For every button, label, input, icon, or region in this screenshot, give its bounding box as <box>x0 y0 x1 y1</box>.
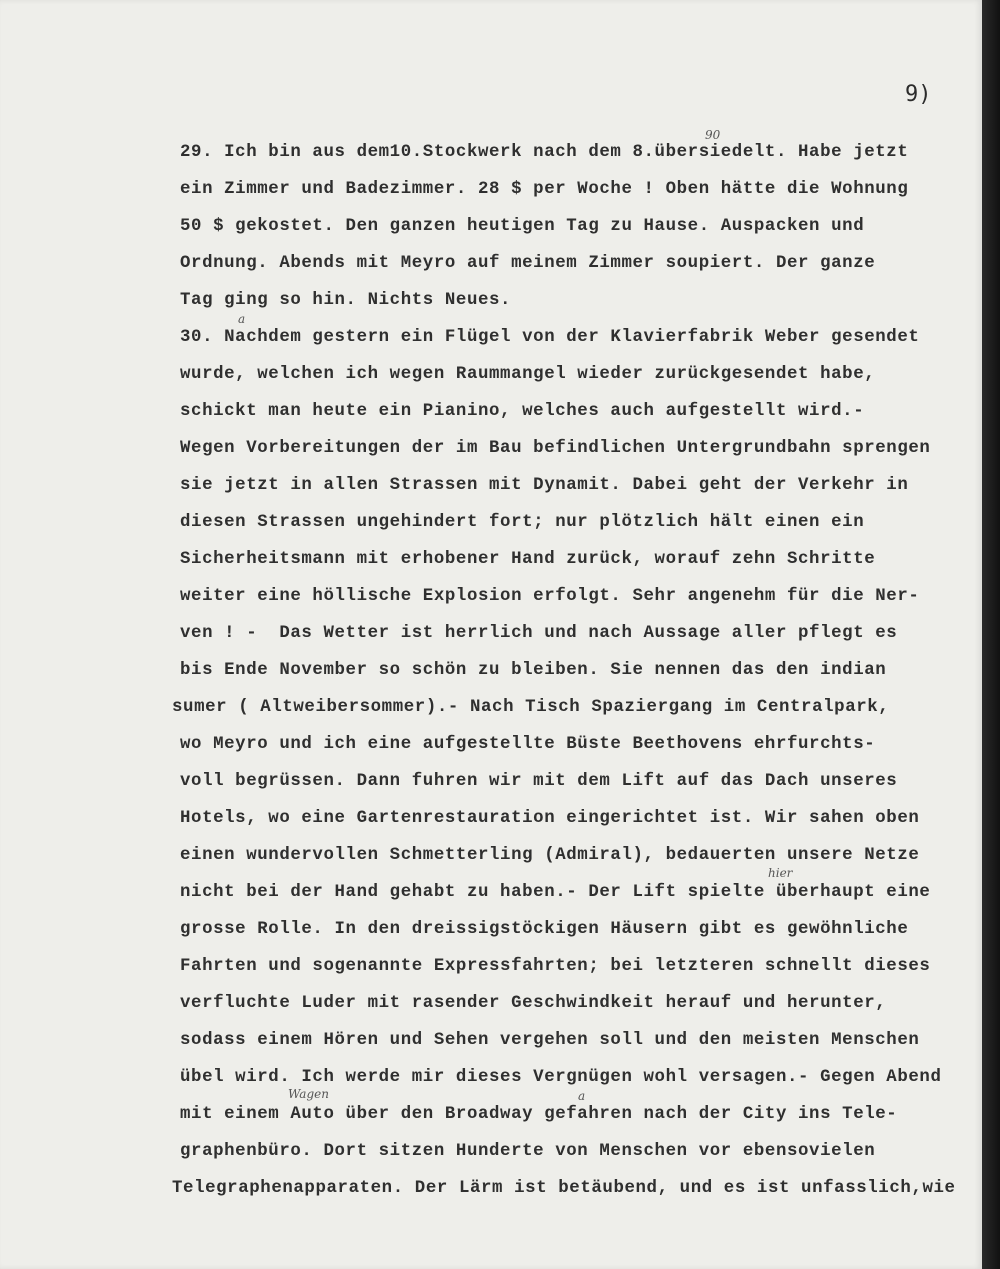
text-line: wurde, welchen ich wegen Raummangel wieder zurückgesendet habe, <box>180 365 876 384</box>
handwritten-correction: a <box>238 312 246 326</box>
text-line: 50 $ gekostet. Den ganzen heutigen Tag zu Hause. Auspacken und <box>180 217 865 236</box>
text-line: verfluchte Luder mit rasender Geschwindkeit herauf und herunter, <box>180 994 887 1013</box>
handwritten-correction: 90 <box>705 128 721 142</box>
text-line: Tag ging so hin. Nichts Neues. <box>180 291 512 310</box>
text-line: Fahrten und sogenannte Expressfahrten; bei letzteren schnellt dieses <box>180 957 931 976</box>
text-line: einen wundervollen Schmetterling (Admiral), bedauerten unsere Netze <box>180 846 920 865</box>
handwritten-correction: hier <box>768 866 793 880</box>
text-line: grosse Rolle. In den dreissigstöckigen Häusern gibt es gewöhnliche <box>180 920 909 939</box>
text-line: nicht bei der Hand gehabt zu haben.- Der Lift spielte überhaupt eine <box>180 883 931 902</box>
text-line: 30. Nachdem gestern ein Flügel von der Klavierfabrik Weber gesendet <box>180 328 920 347</box>
text-line: diesen Strassen ungehindert fort; nur plötzlich hält einen ein <box>180 513 865 532</box>
text-line: Ordnung. Abends mit Meyro auf meinem Zimmer soupiert. Der ganze <box>180 254 876 273</box>
page-number: 9) <box>905 82 932 107</box>
text-line: sumer ( Altweibersommer).- Nach Tisch Spaziergang im Centralpark, <box>172 698 890 717</box>
text-line: voll begrüssen. Dann fuhren wir mit dem Lift auf das Dach unseres <box>180 772 898 791</box>
text-line: 29. Ich bin aus dem10.Stockwerk nach dem 8.übersiedelt. Habe jetzt <box>180 143 909 162</box>
text-line: bis Ende November so schön zu bleiben. Sie nennen das den indian <box>180 661 887 680</box>
text-line: mit einem Auto über den Broadway gefahren nach der City ins Tele- <box>180 1105 898 1124</box>
text-line: Sicherheitsmann mit erhobener Hand zurück, worauf zehn Schritte <box>180 550 876 569</box>
text-line: sodass einem Hören und Sehen vergehen soll und den meisten Menschen <box>180 1031 920 1050</box>
text-line: ven ! - Das Wetter ist herrlich und nach Aussage aller pflegt es <box>180 624 898 643</box>
text-line: schickt man heute ein Pianino, welches auch aufgestellt wird.- <box>180 402 865 421</box>
text-line: graphenbüro. Dort sitzen Hunderte von Menschen vor ebensovielen <box>180 1142 876 1161</box>
text-line: übel wird. Ich werde mir dieses Vergnügen wohl versagen.- Gegen Abend <box>180 1068 942 1087</box>
handwritten-correction: a <box>578 1089 586 1103</box>
text-line: weiter eine höllische Explosion erfolgt. Sehr angenehm für die Ner- <box>180 587 920 606</box>
handwritten-correction: Wagen <box>288 1087 329 1101</box>
text-line: Wegen Vorbereitungen der im Bau befindlichen Untergrundbahn sprengen <box>180 439 931 458</box>
text-line: wo Meyro und ich eine aufgestellte Büste Beethovens ehrfurchts- <box>180 735 876 754</box>
text-line: Hotels, wo eine Gartenrestauration eingerichtet ist. Wir sahen oben <box>180 809 920 828</box>
page-edge <box>982 0 1000 1269</box>
text-line: sie jetzt in allen Strassen mit Dynamit. Dabei geht der Verkehr in <box>180 476 909 495</box>
text-line: ein Zimmer und Badezimmer. 28 $ per Woche ! Oben hätte die Wohnung <box>180 180 909 199</box>
text-line: Telegraphenapparaten. Der Lärm ist betäubend, und es ist unfasslich,wie <box>172 1179 956 1198</box>
